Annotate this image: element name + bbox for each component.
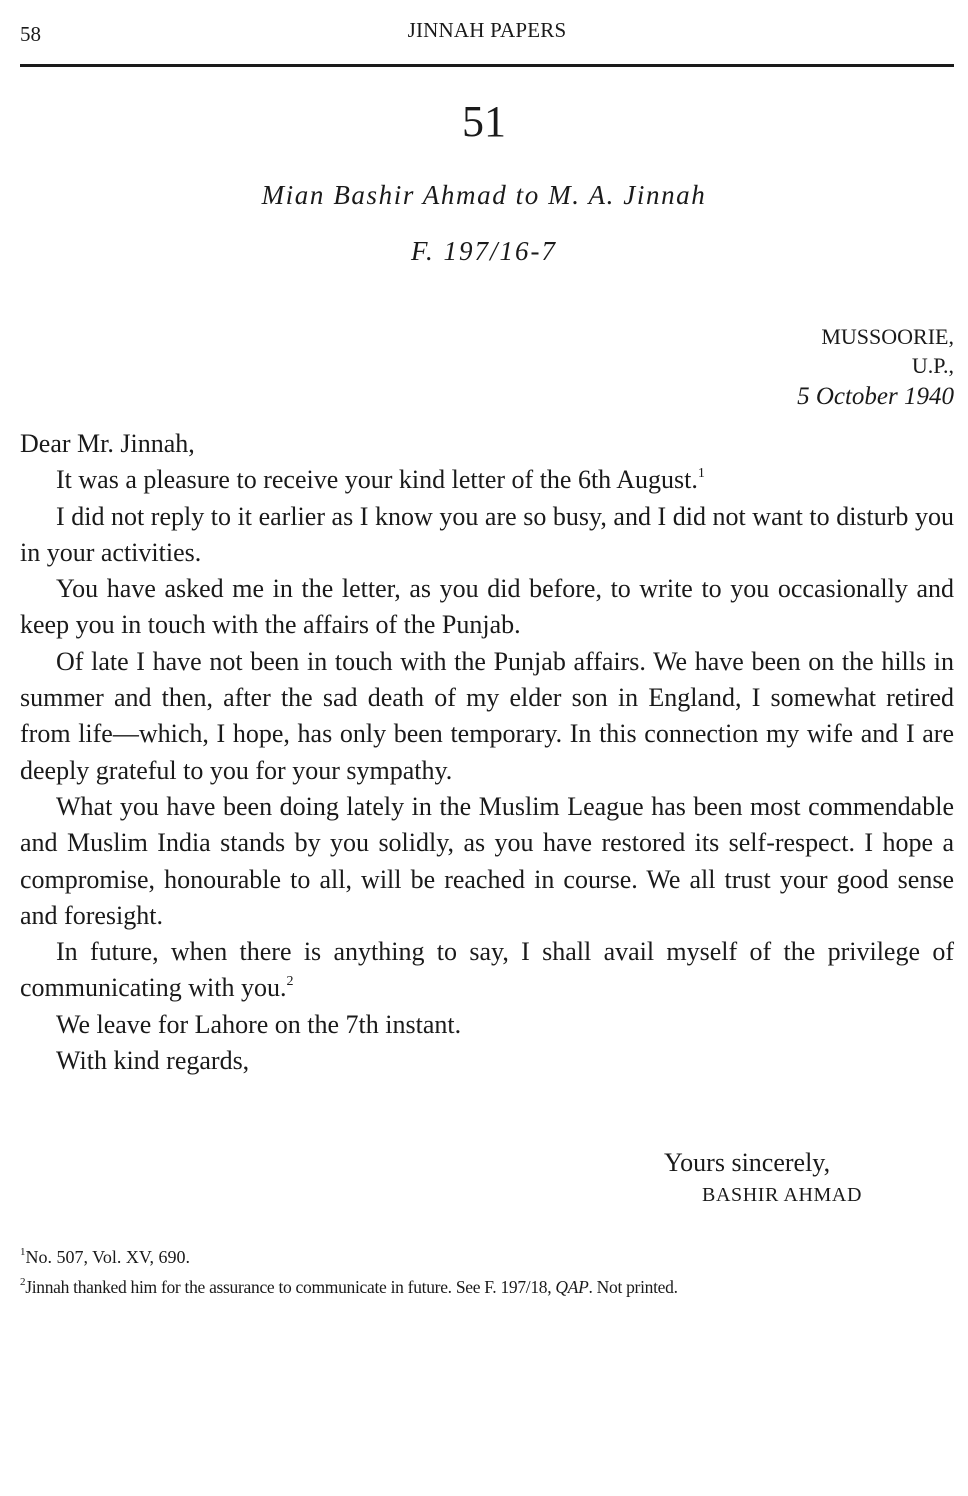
letter-body (20, 426, 954, 1079)
paragraph-8: With kind regards, (56, 1046, 250, 1076)
footnote-1-text: No. 507, Vol. XV, 690. (25, 1247, 191, 1267)
address-place: MUSSOORIE, (821, 324, 954, 349)
paragraph-1 (20, 462, 954, 498)
document-number: 51 (462, 97, 506, 146)
footnote-2-mark: 2 (20, 1276, 26, 1288)
page-number: 58 (20, 22, 41, 46)
footnote-2-text-b: . Not printed. (588, 1277, 678, 1297)
complimentary-close: Yours sincerely, (664, 1148, 831, 1177)
footnote-ref-1: 1 (697, 466, 705, 482)
footnote-1 (20, 1242, 954, 1272)
paragraph-2: I did not reply to it earlier as I know you are so busy, and I did not want to disturb you in your activities. (20, 501, 954, 567)
document-heading: Mian Bashir Ahmad to M. A. Jinnah (261, 180, 707, 210)
signature: BASHIR AHMAD (702, 1184, 863, 1206)
footnote-2 (20, 1272, 954, 1302)
footnote-ref-2: 2 (286, 974, 294, 990)
footnote-2-text-a: Jinnah thanked him for the assurance to communicate in future. See F. 197/18, (25, 1277, 556, 1297)
footnote-1-mark: 1 (20, 1246, 26, 1258)
footnotes (20, 1242, 954, 1302)
paragraph-4: Of late I have not been in touch with the Punjab affairs. We have been on the hills in summer and then, after the sad death of my elder son in England, I somewhat retired from life—which, I hope, has only been temporary. In this connection my wife and I are deeply grateful to you for your sympathy. (20, 646, 954, 785)
paragraph-6-text: In future, when there is anything to say, I shall avail myself of the privilege of communicating with you. (20, 937, 954, 1003)
address-province: U.P., (911, 353, 954, 378)
paragraph-5: What you have been doing lately in the Muslim League has been most commendable and Muslim India stands by you solidly, as you have restored its self-respect. I hope a compromise, honourable to all, will be reached in course. We all trust your good sense and foresight. (20, 791, 954, 930)
paragraph-6 (20, 934, 954, 1007)
salutation: Dear Mr. Jinnah, (20, 429, 195, 458)
letter-date: 5 October 1940 (797, 383, 954, 410)
paragraph-3: You have asked me in the letter, as you did before, to write to you occasionally and keep you in touch with the affairs of the Punjab. (20, 574, 954, 640)
document-reference: F. 197/16-7 (410, 236, 557, 266)
header-rule (20, 64, 954, 67)
paragraph-1-text: It was a pleasure to receive your kind letter of the 6th August. (56, 465, 698, 495)
letter-address (797, 322, 954, 413)
running-head (20, 16, 954, 50)
paragraph-7: We leave for Lahore on the 7th instant. (56, 1009, 462, 1039)
running-title: JINNAH PAPERS (407, 18, 567, 42)
footnote-2-text-italic: QAP (555, 1277, 589, 1297)
